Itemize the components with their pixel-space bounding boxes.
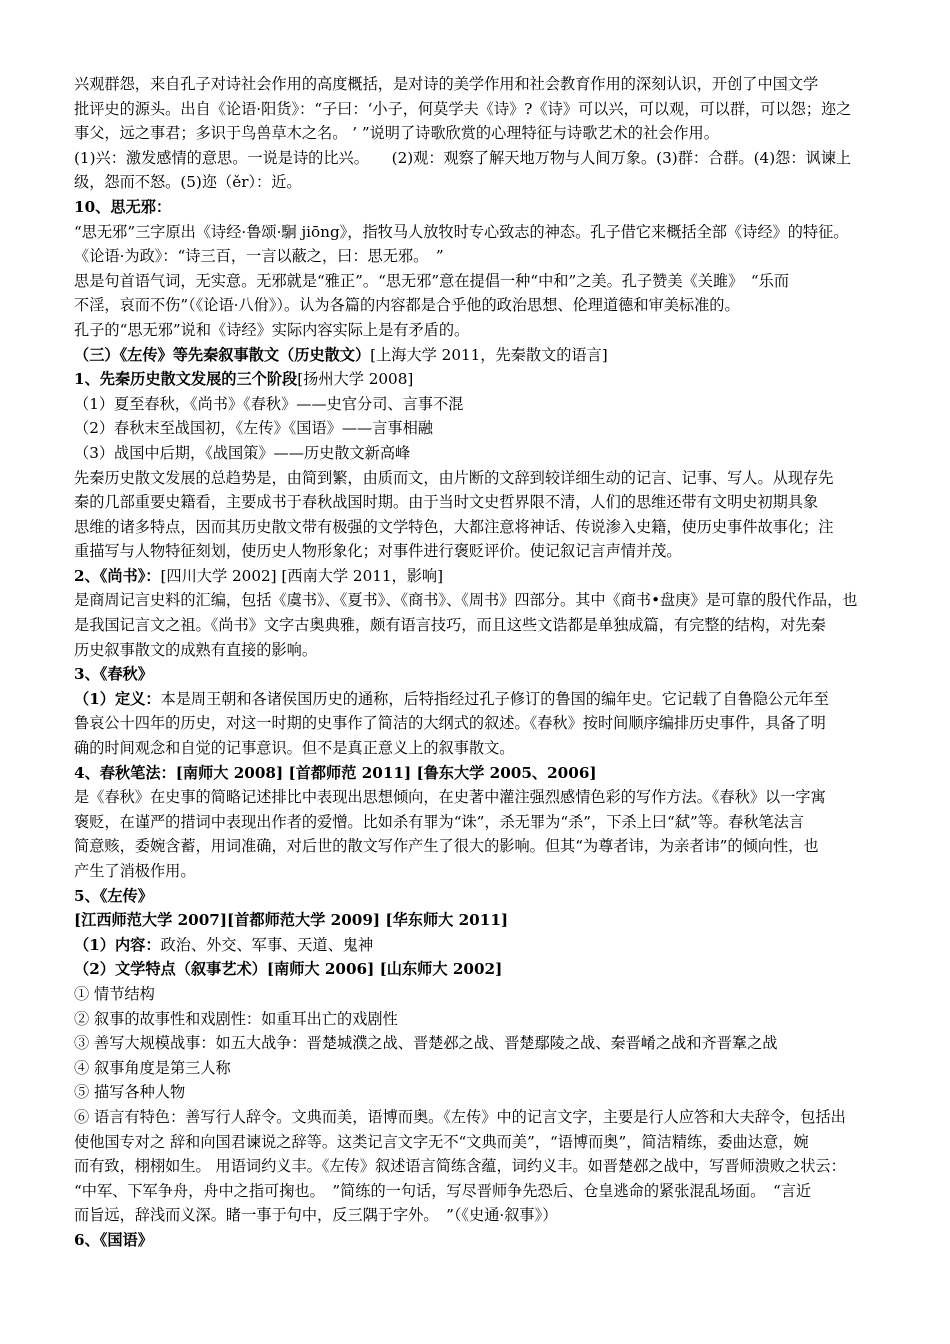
text-line: 是《春秋》在史事的简略记述排比中表现出思想倾向，在史著中灌注强烈感情色彩的写作方法。《春秋》以一字寓	[74, 788, 826, 807]
text-line: 批评史的源头。出自《论语·阳货》：“子曰：‘小子，何莫学夫《诗》?《诗》可以兴，可以观，可以群，可以怨；迩之	[74, 99, 852, 118]
text-line	[74, 564, 882, 589]
text-line: 历史叙事散文的成熟有直接的影响。	[74, 640, 317, 659]
text-line: 先秦历史散文发展的总趋势是，由简到繁，由质而文，由片断的文辞到较详细生动的记言、记事、写人。从现存先	[74, 468, 834, 487]
text-segment: 政治、外交、军事、天道、鬼神	[160, 935, 374, 954]
text-segment: [四川大学 2002] [西南大学 2011，影响]	[160, 566, 444, 585]
text-line: 褒贬，在谨严的措词中表现出作者的爱憎。比如杀有罪为“诛”，杀无罪为“杀”，下杀上曰“弑”等。春秋笔法言	[74, 812, 805, 831]
text-line	[74, 687, 882, 712]
text-line: 4、春秋笔法：[南师大 2008] [首都师范 2011] [鲁东大学 2005、2006]	[74, 763, 597, 782]
text-line: (1)兴：激发感情的意思。一说是诗的比兴。 (2)观：观察了解天地万物与人间万象。(3)群：合群。(4)怨：讽谏上	[74, 148, 852, 167]
text-line: 10、思无邪：	[74, 197, 172, 216]
text-line: 6、《国语》	[74, 1230, 153, 1249]
text-line: 简意赅，委婉含蓄，用词准确，对后世的散文写作产生了很大的影响。但其“为尊者讳，为亲者讳”的倾向性，也	[74, 837, 819, 856]
document-page	[74, 72, 882, 1253]
text-line: 不淫，哀而不伤”（《论语·八佾》）。认为各篇的内容都是合乎他的政治思想、伦理道德和审美标准的。	[74, 296, 740, 315]
text-line: 鲁哀公十四年的历史，对这一时期的史事作了简洁的大纲式的叙述。《春秋》按时间顺序编排历史事件，具备了明	[74, 714, 826, 733]
text-line: 而旨远，辞浅而义深。睹一事于句中，反三隅于字外。 ”（《史通·叙事》）	[74, 1206, 558, 1225]
text-line: 是商周记言史料的汇编，包括《虞书》、《夏书》、《商书》、《周书》四部分。其中《商书•盘庚》是可靠的殷代作品，也	[74, 591, 858, 610]
text-line: 产生了消极作用。	[74, 862, 196, 880]
text-line: （2）文学特点（叙事艺术）[南师大 2006] [山东师大 2002]	[74, 960, 503, 979]
text-line: 5、《左传》	[74, 886, 153, 905]
text-line: “中军、下军争舟，舟中之指可掬也。 ”简练的一句话，写尽晋师争先恐后、仓皇逃命的紧张混乱场面。 “言近	[74, 1181, 812, 1200]
text-line: 而有致，栩栩如生。 用语词约义丰。《左传》叙述语言简练含蕴，词约义丰。如晋楚邲之战中，写晋师溃败之状云：	[74, 1157, 846, 1176]
text-line: 确的时间观念和自觉的记事意识。但不是真正意义上的叙事散文。	[74, 739, 515, 758]
text-line: 3、《春秋》	[74, 665, 153, 684]
text-line: ① 情节结构	[74, 984, 155, 1003]
text-line: 《论语·为政》：“诗三百，一言以蔽之，曰：思无邪。 ”	[74, 247, 444, 266]
text-line: （1）夏至春秋，《尚书》《春秋》——史官分司、言事不混	[74, 394, 464, 413]
text-segment: 本是周王朝和各诸侯国历史的通称，后特指经过孔子修订的鲁国的编年史。它记载了自鲁隐公元年至	[160, 689, 829, 708]
text-line: ⑤ 描写各种人物	[74, 1083, 186, 1102]
text-segment: [扬州大学 2008]	[297, 370, 414, 389]
text-line: 重描写与人物特征刻划，使历史人物形象化；对事件进行褒贬评价。使记叙记言声情并茂。	[74, 542, 682, 561]
text-line	[74, 343, 882, 368]
text-line: ② 叙事的故事性和戏剧性：如重耳出亡的戏剧性	[74, 1009, 398, 1028]
text-line: 秦的几部重要史籍看，主要成书于春秋战国时期。由于当时文史哲界限不清，人们的思维还带有文明史初期具象	[74, 493, 819, 512]
text-line: [江西师范大学 2007][首都师范大学 2009] [华东师大 2011]	[74, 911, 509, 930]
text-line: 事父，远之事君；多识于鸟兽草木之名。 ’ ”说明了诗歌欣赏的心理特征与诗歌艺术的社会作用。	[74, 124, 719, 143]
text-line: “思无邪”三字原出《诗经·鲁颂·駉 jiōng》，指牧马人放牧时专心致志的神态。孔子借它来概括全部《诗经》的特征。	[74, 222, 849, 241]
text-line: ④ 叙事角度是第三人称	[74, 1058, 231, 1077]
text-segment: [上海大学 2011，先秦散文的语言]	[370, 345, 608, 364]
text-line: 思是句首语气词，无实意。无邪就是“雅正”。“思无邪”意在提倡一种“中和”之美。孔子赞美《关雎》 “乐而	[74, 271, 790, 290]
text-line: 思维的诸多特点，因而其历史散文带有极强的文学特色，大都注意将神话、传说渗入史籍，使历史事件故事化；注	[74, 517, 834, 536]
text-line	[74, 933, 882, 958]
text-line: 级，怨而不怒。(5)迩（ěr）：近。	[74, 173, 302, 192]
text-line: 是我国记言文之祖。《尚书》文字古奥典雅，颇有语言技巧，而且这些文诰都是单独成篇，有完整的结构，对先秦	[74, 616, 826, 635]
text-line: ③ 善写大规模战事：如五大战争：晋楚城濮之战、晋楚邲之战、晋楚鄢陵之战、秦晋崤之战和齐晋鞌之战	[74, 1034, 778, 1053]
text-line: ⑥ 语言有特色：善写行人辞令。文典而美，语博而奥。《左传》中的记言文字，主要是行人应答和大夫辞令，包括出	[74, 1107, 846, 1126]
text-segment: 1、先秦历史散文发展的三个阶段	[74, 370, 298, 389]
text-line: （3）战国中后期，《战国策》——历史散文新高峰	[74, 443, 411, 462]
text-segment: （1）内容：	[74, 935, 161, 954]
text-line: 兴观群怨，来自孔子对诗社会作用的高度概括，是对诗的美学作用和社会教育作用的深刻认识，开创了中国文学	[74, 75, 819, 93]
text-line: 孔子的“思无邪”说和《诗经》实际内容实际上是有矛盾的。	[74, 320, 470, 339]
text-segment: 2、《尚书》：	[74, 566, 161, 585]
text-line: （2）春秋末至战国初，《左传》《国语》——言事相融	[74, 419, 433, 438]
text-line: 使他国专对之 辞和向国君谏说之辞等。这类记言文字无不“文典而美”，“语博而奥”，简洁精练，委曲达意，婉	[74, 1132, 809, 1151]
text-line	[74, 367, 882, 392]
text-segment: （1）定义：	[74, 689, 161, 708]
text-segment: （三）《左传》等先秦叙事散文（历史散文）	[74, 345, 371, 364]
